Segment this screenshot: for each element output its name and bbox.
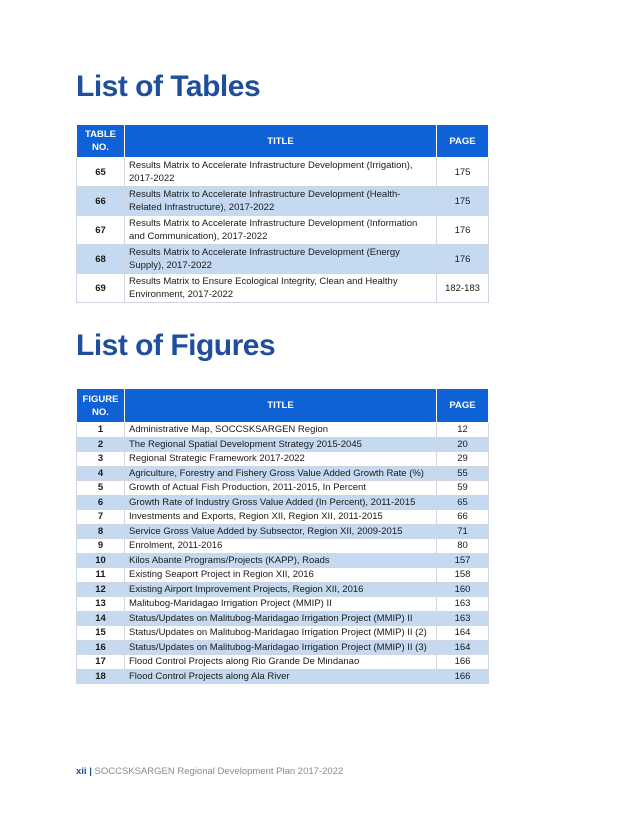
figure-no-cell: 3 (77, 452, 125, 467)
figure-no-cell: 8 (77, 524, 125, 539)
figure-row (77, 597, 489, 612)
figure-row (77, 481, 489, 496)
figure-title-cell: Malitubog-Maridagao Irrigation Project (MMIP) II (125, 597, 437, 612)
table-title-cell: Results Matrix to Accelerate Infrastructure Development (Irrigation), 2017-2022 (125, 158, 437, 187)
page-footer (76, 766, 343, 777)
table-no-column-header: TABLE NO. (77, 125, 125, 158)
table-row (77, 187, 489, 216)
figure-title-cell: Administrative Map, SOCCSKSARGEN Region (125, 423, 437, 438)
list-of-tables-table (76, 124, 489, 303)
figure-page-cell: 163 (437, 611, 489, 626)
table-page-cell: 176 (437, 245, 489, 274)
figure-row (77, 524, 489, 539)
figure-no-cell: 18 (77, 669, 125, 684)
list-of-tables-heading: List of Tables (76, 70, 261, 103)
table-title-cell: Results Matrix to Ensure Ecological Integrity, Clean and Healthy Environment, 2017-2022 (125, 274, 437, 303)
figure-title-cell: Status/Updates on Malitubog-Maridagao Irrigation Project (MMIP) II (2) (125, 626, 437, 641)
figure-header-row (77, 389, 489, 423)
figure-title-cell: Service Gross Value Added by Subsector, Region XII, 2009-2015 (125, 524, 437, 539)
figure-no-cell: 17 (77, 655, 125, 670)
figure-row (77, 466, 489, 481)
figure-title-cell: Investments and Exports, Region XII, Region XII, 2011-2015 (125, 510, 437, 525)
figure-title-cell: Flood Control Projects along Ala River (125, 669, 437, 684)
figure-page-cell: 71 (437, 524, 489, 539)
table-no-cell: 67 (77, 216, 125, 245)
figure-page-cell: 12 (437, 423, 489, 438)
footer-page-number: xii (76, 766, 87, 777)
figure-title-cell: Growth of Actual Fish Production, 2011-2015, In Percent (125, 481, 437, 496)
list-of-figures-heading: List of Figures (76, 329, 276, 362)
figure-page-cell: 160 (437, 582, 489, 597)
figure-row (77, 568, 489, 583)
figure-page-cell: 20 (437, 437, 489, 452)
figure-no-cell: 11 (77, 568, 125, 583)
figure-row (77, 553, 489, 568)
figure-row (77, 655, 489, 670)
figure-row (77, 669, 489, 684)
footer-separator: | (89, 766, 92, 777)
footer-document-title: SOCCSKSARGEN Regional Development Plan 2017-2022 (94, 766, 344, 777)
figure-row (77, 452, 489, 467)
figure-title-column-header: TITLE (125, 389, 437, 423)
figure-row (77, 437, 489, 452)
figure-page-cell: 157 (437, 553, 489, 568)
table-page-cell: 175 (437, 158, 489, 187)
figure-page-column-header: PAGE (437, 389, 489, 423)
figure-no-cell: 13 (77, 597, 125, 612)
figure-no-cell: 4 (77, 466, 125, 481)
figure-title-cell: Flood Control Projects along Rio Grande De Mindanao (125, 655, 437, 670)
figure-title-cell: Regional Strategic Framework 2017-2022 (125, 452, 437, 467)
figure-page-cell: 166 (437, 655, 489, 670)
figure-no-cell: 10 (77, 553, 125, 568)
figure-title-cell: Existing Airport Improvement Projects, Region XII, 2016 (125, 582, 437, 597)
figure-title-cell: Status/Updates on Malitubog-Maridagao Irrigation Project (MMIP) II (125, 611, 437, 626)
figure-row (77, 510, 489, 525)
figure-page-cell: 66 (437, 510, 489, 525)
figure-title-cell: Existing Seaport Project in Region XII, 2016 (125, 568, 437, 583)
figure-no-cell: 7 (77, 510, 125, 525)
figure-page-cell: 164 (437, 640, 489, 655)
figure-page-cell: 164 (437, 626, 489, 641)
table-header-row (77, 125, 489, 158)
figure-page-cell: 29 (437, 452, 489, 467)
table-page-cell: 175 (437, 187, 489, 216)
figure-row (77, 582, 489, 597)
figure-title-cell: Status/Updates on Malitubog-Maridagao Irrigation Project (MMIP) II (3) (125, 640, 437, 655)
table-row (77, 274, 489, 303)
figure-no-cell: 6 (77, 495, 125, 510)
figure-title-cell: Growth Rate of Industry Gross Value Added (In Percent), 2011-2015 (125, 495, 437, 510)
figure-no-cell: 5 (77, 481, 125, 496)
table-page-cell: 176 (437, 216, 489, 245)
figure-page-cell: 55 (437, 466, 489, 481)
figure-no-cell: 1 (77, 423, 125, 438)
table-no-cell: 65 (77, 158, 125, 187)
figure-page-cell: 80 (437, 539, 489, 554)
figure-title-cell: The Regional Spatial Development Strategy 2015-2045 (125, 437, 437, 452)
table-title-cell: Results Matrix to Accelerate Infrastructure Development (Health-Related Infrastructure), 2017-2022 (125, 187, 437, 216)
figure-no-cell: 15 (77, 626, 125, 641)
figure-row (77, 626, 489, 641)
figure-no-cell: 12 (77, 582, 125, 597)
table-row (77, 245, 489, 274)
table-title-cell: Results Matrix to Accelerate Infrastructure Development (Information and Communication), 2017-2022 (125, 216, 437, 245)
table-no-cell: 68 (77, 245, 125, 274)
figure-page-cell: 166 (437, 669, 489, 684)
list-of-figures-table (76, 388, 489, 684)
figure-no-cell: 14 (77, 611, 125, 626)
table-no-cell: 69 (77, 274, 125, 303)
table-row (77, 216, 489, 245)
figure-title-cell: Agriculture, Forestry and Fishery Gross Value Added Growth Rate (%) (125, 466, 437, 481)
figure-no-cell: 16 (77, 640, 125, 655)
figure-no-cell: 9 (77, 539, 125, 554)
figure-title-cell: Kilos Abante Programs/Projects (KAPP), Roads (125, 553, 437, 568)
table-no-cell: 66 (77, 187, 125, 216)
figure-page-cell: 59 (437, 481, 489, 496)
figure-row (77, 611, 489, 626)
figure-row (77, 495, 489, 510)
figure-row (77, 423, 489, 438)
figure-row (77, 640, 489, 655)
table-page-column-header: PAGE (437, 125, 489, 158)
figure-row (77, 539, 489, 554)
table-page-cell: 182-183 (437, 274, 489, 303)
table-title-column-header: TITLE (125, 125, 437, 158)
figure-page-cell: 158 (437, 568, 489, 583)
figure-no-column-header: FIGURE NO. (77, 389, 125, 423)
figure-page-cell: 65 (437, 495, 489, 510)
figure-title-cell: Enrolment, 2011-2016 (125, 539, 437, 554)
figure-no-cell: 2 (77, 437, 125, 452)
table-row (77, 158, 489, 187)
table-title-cell: Results Matrix to Accelerate Infrastructure Development (Energy Supply), 2017-2022 (125, 245, 437, 274)
figure-page-cell: 163 (437, 597, 489, 612)
